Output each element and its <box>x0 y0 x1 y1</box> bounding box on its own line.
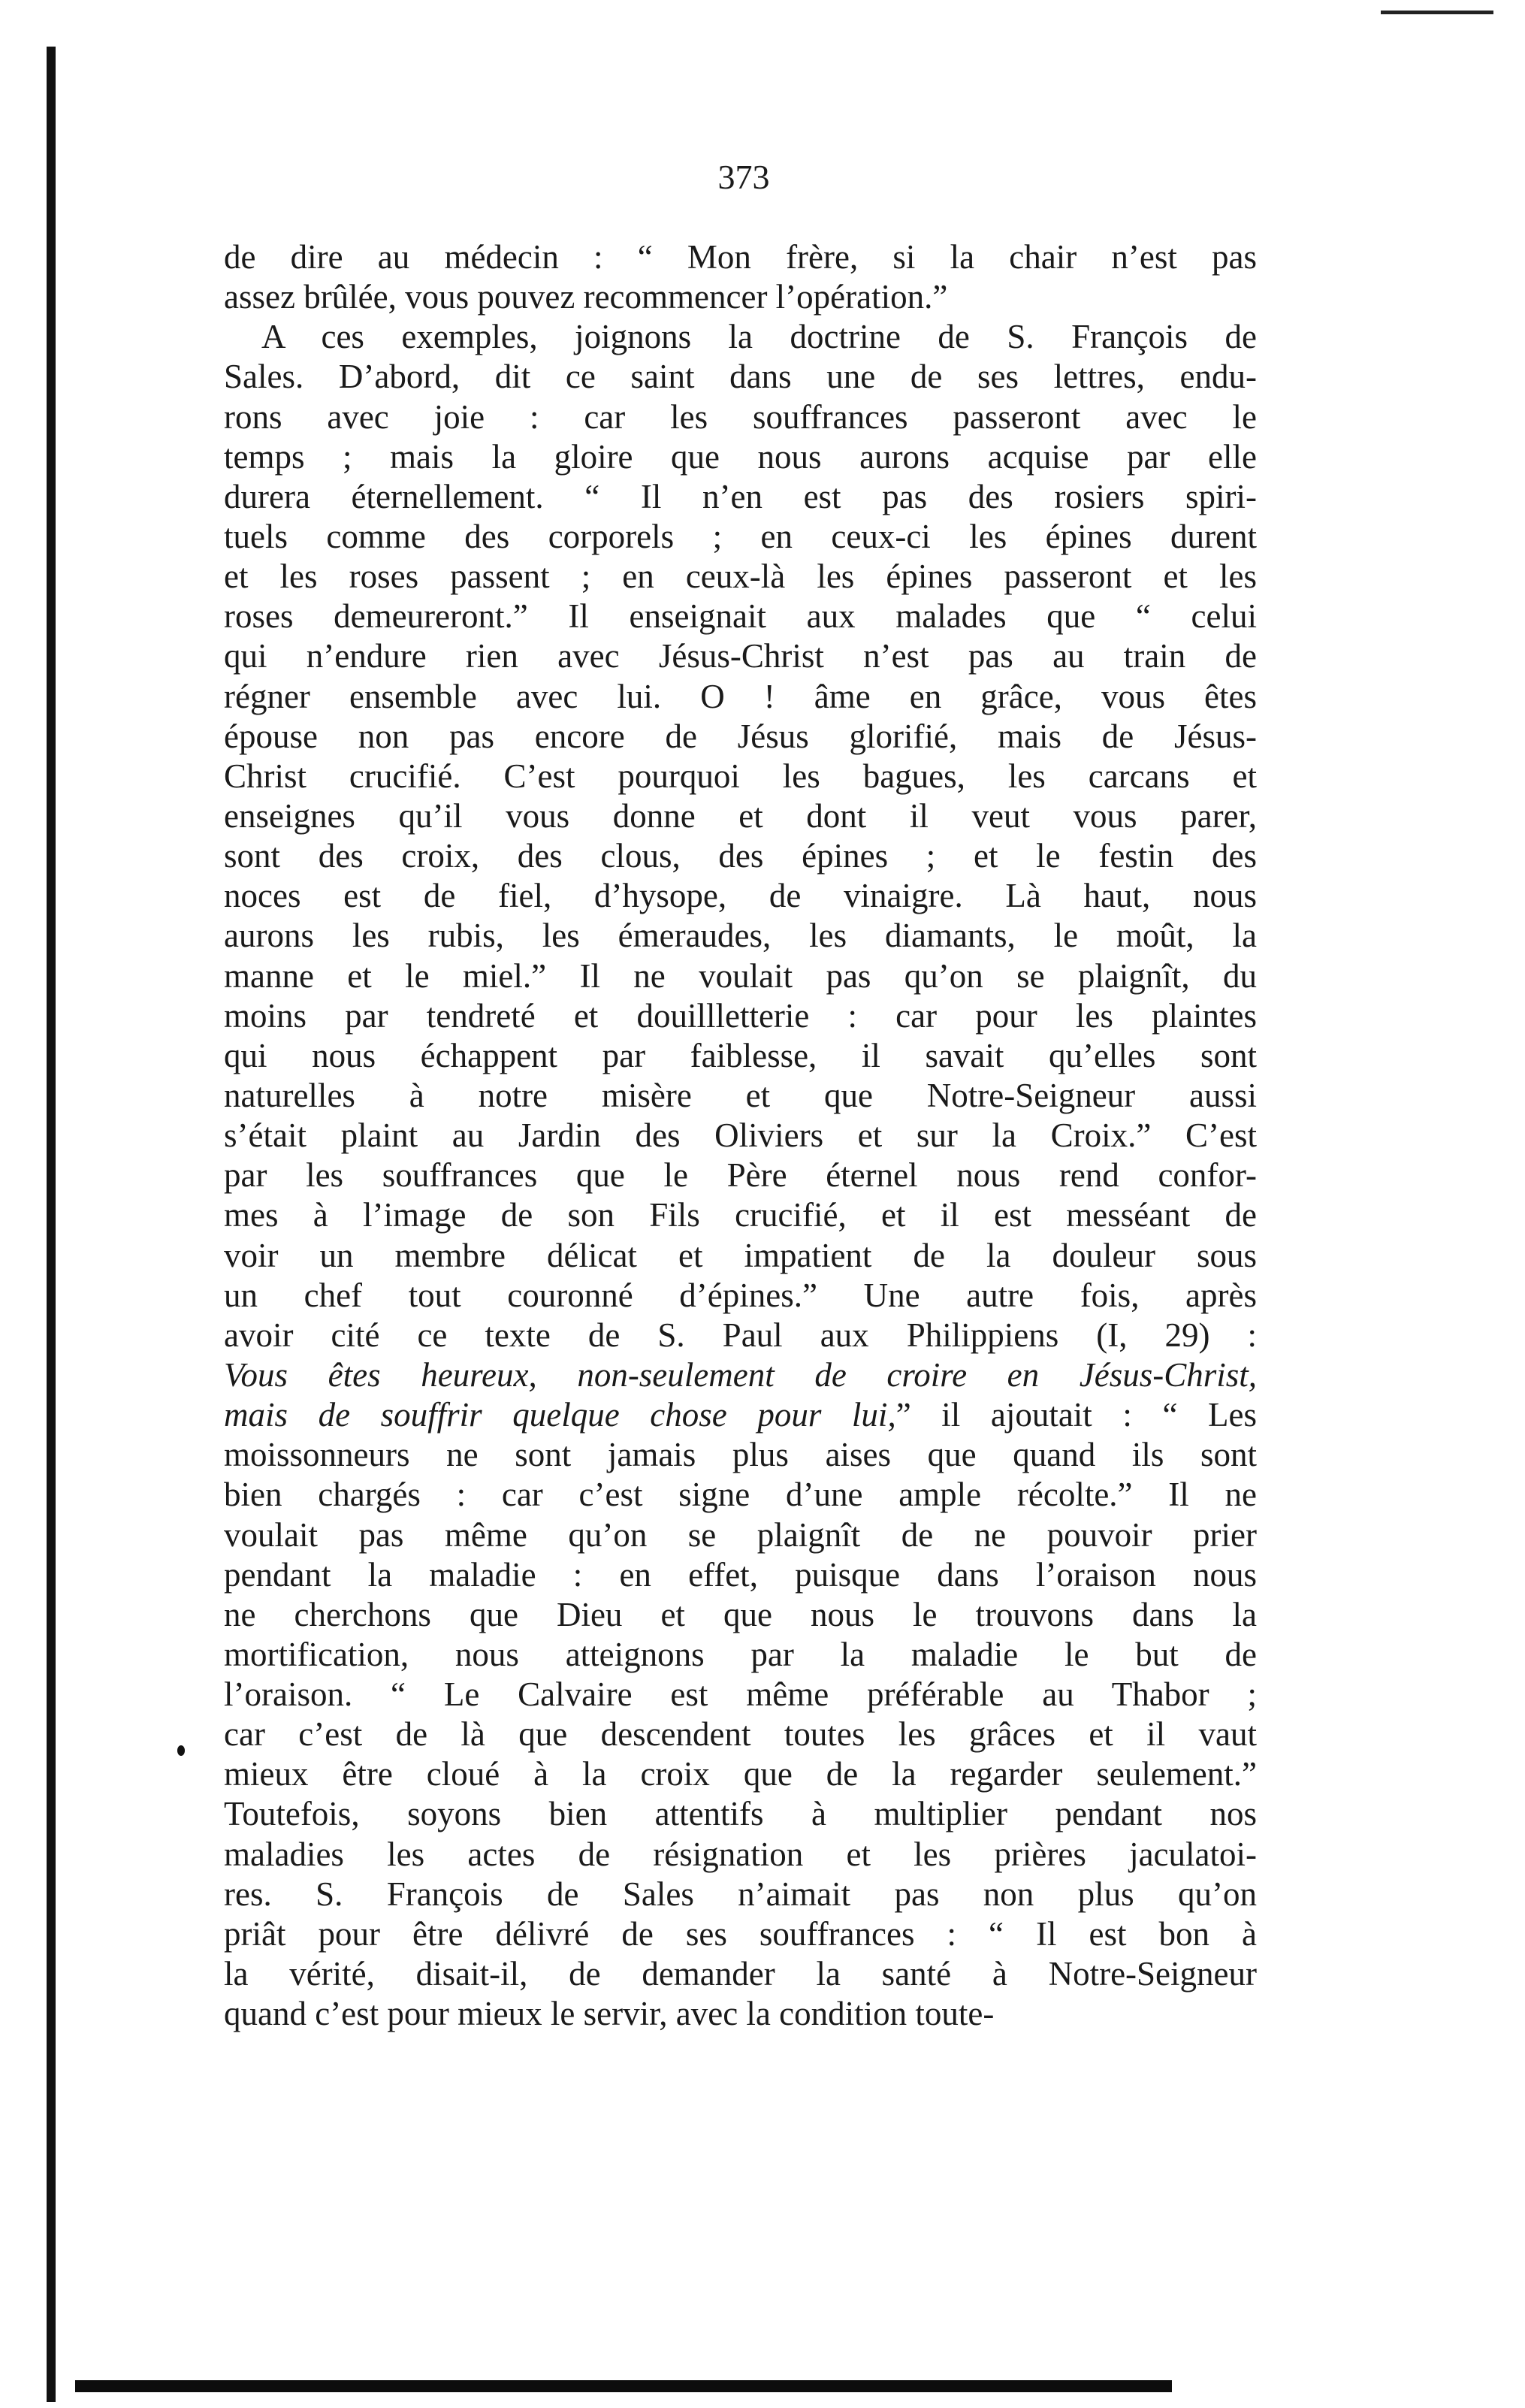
page-number: 373 <box>717 158 770 196</box>
text-line: la vérité, disait-il, de demander la santé à Notre-Seigneur <box>224 1955 1257 1993</box>
text-line: mes à l’image de son Fils crucifié, et il est messéant de <box>224 1196 1257 1234</box>
text-line: maladies les actes de résignation et les prières jaculatoi- <box>224 1835 1257 1873</box>
text-line: mais de souffrir quelque chose pour lui,” il ajoutait : “ Les <box>224 1396 1257 1434</box>
text-line: enseignes qu’il vous donne et dont il veut vous parer, <box>224 796 1257 835</box>
text-line: qui nous échappent par faiblesse, il savait qu’elles sont <box>224 1036 1257 1074</box>
text-line: moins par tendreté et douillletterie : car pour les plaintes <box>224 996 1257 1035</box>
text-line: moissonneurs ne sont jamais plus aises que quand ils sont <box>224 1436 1257 1474</box>
text-line: pendant la maladie : en effet, puisque dans l’oraison nous <box>224 1555 1257 1594</box>
text-line: priât pour être délivré de ses souffrances : “ Il est bon à <box>224 1914 1257 1953</box>
text-line: bien chargés : car c’est signe d’une ample récolte.” Il ne <box>224 1476 1257 1514</box>
text-line: noces est de fiel, d’hysope, de vinaigre. Là haut, nous <box>224 877 1257 915</box>
text-line: durera éternellement. “ Il n’en est pas des rosiers spiri- <box>224 477 1257 515</box>
body-text <box>224 237 1257 2034</box>
text-line: temps ; mais la gloire que nous aurons acquise par elle <box>224 437 1257 476</box>
text-line: Sales. D’abord, dit ce saint dans une de ses lettres, endu- <box>224 358 1257 396</box>
text-line: voulait pas même qu’on se plaignît de ne pouvoir prier <box>224 1515 1257 1554</box>
scan-edge-top <box>1381 11 1493 14</box>
text-line: régner ensemble avec lui. O ! âme en grâce, vous êtes <box>224 677 1257 715</box>
text-line: par les souffrances que le Père éternel nous rend confor- <box>224 1156 1257 1195</box>
text-line: sont des croix, des clous, des épines ; et le festin des <box>224 837 1257 875</box>
margin-mark <box>177 1745 185 1756</box>
text-line: quand c’est pour mieux le servir, avec la condition toute- <box>224 1995 995 2033</box>
text-line: et les roses passent ; en ceux-là les épines passeront et les <box>224 557 1257 596</box>
text-line: Toutefois, soyons bien attentifs à multiplier pendant nos <box>224 1795 1257 1833</box>
text-line: A ces exemples, joignons la doctrine de S. François de <box>261 318 1257 356</box>
scan-edge-left <box>47 47 56 2402</box>
text-line: voir un membre délicat et impatient de la douleur sous <box>224 1236 1257 1274</box>
text-line: qui n’endure rien avec Jésus-Christ n’est pas au train de <box>224 637 1257 675</box>
text-line: de dire au médecin : “ Mon frère, si la chair n’est pas <box>224 238 1257 276</box>
text-line: épouse non pas encore de Jésus glorifié, mais de Jésus- <box>224 717 1257 755</box>
text-line: tuels comme des corporels ; en ceux-ci les épines durent <box>224 517 1257 555</box>
text-line: naturelles à notre misère et que Notre-Seigneur aussi <box>224 1076 1257 1114</box>
text-line: roses demeureront.” Il enseignait aux malades que “ celui <box>224 597 1257 636</box>
text-line: car c’est de là que descendent toutes les grâces et il vaut <box>224 1715 1257 1754</box>
text-line: manne et le miel.” Il ne voulait pas qu’on se plaignît, du <box>224 956 1257 995</box>
text-line: mieux être cloué à la croix que de la regarder seulement.” <box>224 1755 1257 1793</box>
text-line: l’oraison. “ Le Calvaire est même préférable au Thabor ; <box>224 1675 1257 1714</box>
text-line: res. S. François de Sales n’aimait pas non plus qu’on <box>224 1875 1257 1913</box>
text-line: aurons les rubis, les émeraudes, les diamants, le moût, la <box>224 917 1257 955</box>
text-line: Christ crucifié. C’est pourquoi les bagues, les carcans et <box>224 757 1257 795</box>
text-line: assez brûlée, vous pouvez recommencer l’opération.” <box>224 278 948 316</box>
text-line: avoir cité ce texte de S. Paul aux Philippiens (I, 29) : <box>224 1316 1257 1354</box>
text-line: ne cherchons que Dieu et que nous le trouvons dans la <box>224 1595 1257 1633</box>
scan-edge-bottom <box>75 2380 1172 2392</box>
text-line: Vous êtes heureux, non-seulement de croire en Jésus-Christ, <box>224 1355 1257 1394</box>
text-line: rons avec joie : car les souffrances passeront avec le <box>224 397 1257 436</box>
text-line: mortification, nous atteignons par la maladie le but de <box>224 1635 1257 1673</box>
text-line: un chef tout couronné d’épines.” Une autre fois, après <box>224 1276 1257 1314</box>
text-line: s’était plaint au Jardin des Oliviers et sur la Croix.” C’est <box>224 1116 1257 1155</box>
